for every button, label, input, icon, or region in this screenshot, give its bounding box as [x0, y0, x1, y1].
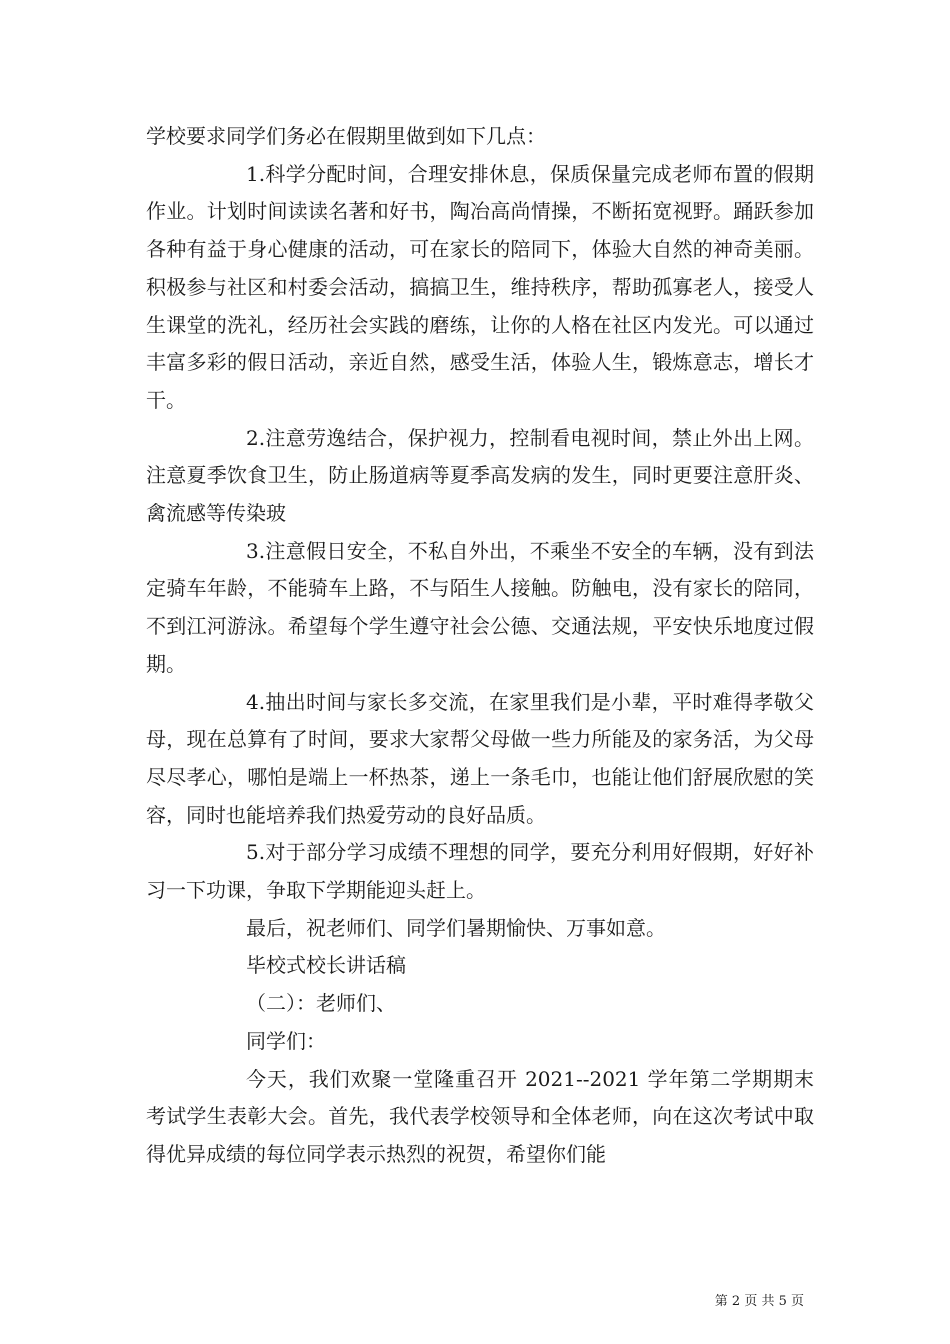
section-subtitle: （二）：老师们、 [246, 991, 396, 1016]
paragraph-item-1: 1.科学分配时间，合理安排休息，保质保量完成老师布置的假期作业。计划时间读读名著和好书，陶冶高尚情操，不断拓宽视野。踊跃参加各种有益于身心健康的活动，可在家长的陪同下，体验大自然的神奇美丽。积极参与社区和村委会活动，搞搞卫生，维持秩序，帮助孤寡老人，接受人生课堂的洗礼，经历社会实践的磨练，让你的人格在社区内发光。可以通过丰富多彩的假日活动，亲近自然，感受生活，体验人生，锻炼意志，增长才干。 [146, 161, 814, 412]
document-body [146, 118, 814, 1174]
paragraph-closing: 最后，祝老师们、同学们暑期愉快、万事如意。 [246, 915, 666, 940]
paragraph-item-4: 4.抽出时间与家长多交流，在家里我们是小辈，平时难得孝敬父母，现在总算有了时间，要求大家帮父母做一些力所能及的家务活，为父母尽尽孝心，哪怕是端上一杯热茶，递上一条毛巾，也能让他们舒展欣慰的笑容，同时也能培养我们热爱劳动的良好品质。 [146, 689, 814, 827]
paragraph-item-2: 2.注意劳逸结合，保护视力，控制看电视时间，禁止外出上网。注意夏季饮食卫生，防止肠道病等夏季高发病的发生，同时更要注意肝炎、禽流感等传染玻 [146, 425, 814, 526]
paragraph-item-3: 3.注意假日安全，不私自外出，不乘坐不安全的车辆，没有到法定骑车年龄，不能骑车上路，不与陌生人接触。防触电，没有家长的陪同，不到江河游泳。希望每个学生遵守社会公德、交通法规，平安快乐地度过假期。 [146, 538, 814, 676]
salutation: 同学们： [246, 1028, 326, 1053]
section-title: 毕校式校长讲话稿 [246, 953, 406, 978]
paragraph-item-5: 5.对于部分学习成绩不理想的同学，要充分利用好假期，好好补习一下功课，争取下学期能迎头赶上。 [146, 840, 814, 903]
paragraph-intro: 学校要求同学们务必在假期里做到如下几点： [146, 124, 546, 148]
page-number-footer: 第 2 页 共 5 页 [714, 1294, 804, 1309]
paragraph-speech-opening: 今天，我们欢聚一堂隆重召开 2021--2021 学年第二学期期末考试学生表彰大会。首先，我代表学校领导和全体老师，向在这次考试中取得优异成绩的每位同学表示热烈的祝贺，希望你们能 [146, 1066, 814, 1166]
